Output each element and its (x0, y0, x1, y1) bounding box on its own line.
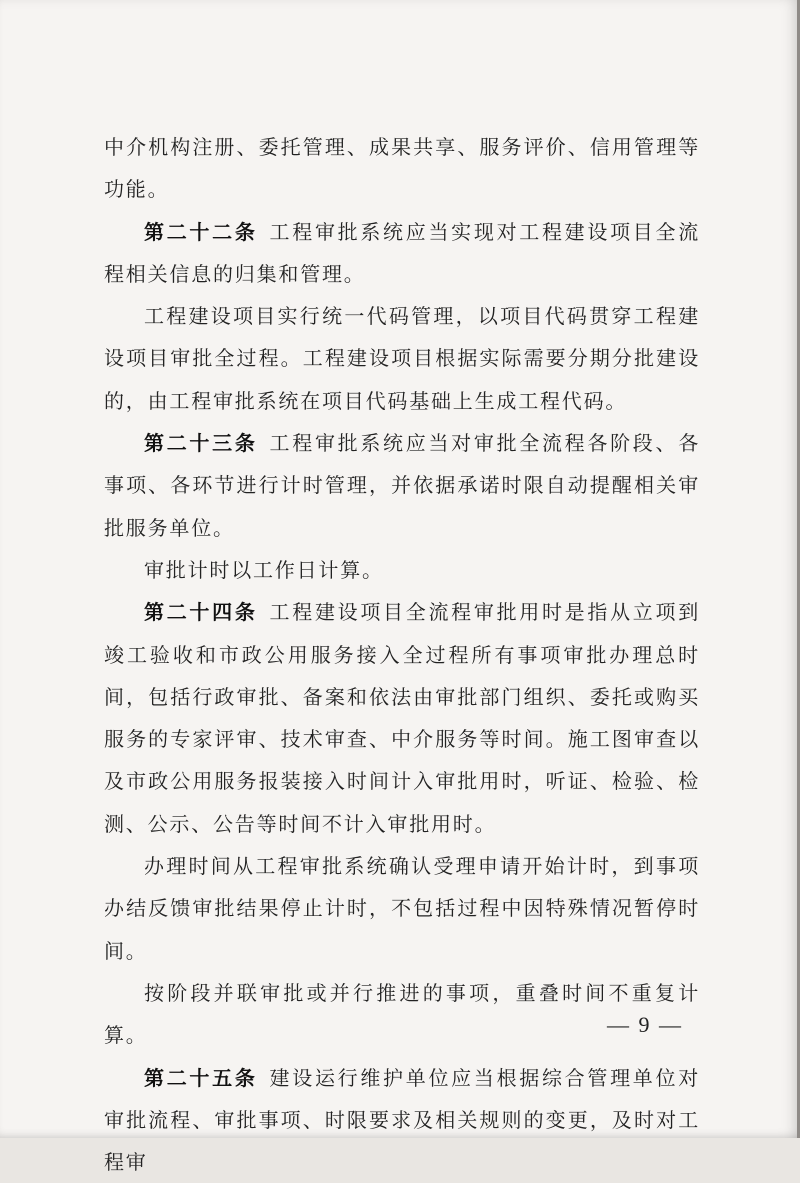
paragraph-text: 工程审批系统应当对审批全流程各阶段、各事项、各环节进行计时管理，并依据承诺时限自动提醒相关审批服务单位。 (104, 431, 701, 540)
article-heading: 第二十二条 (144, 219, 258, 244)
paragraph-text: 按阶段并联审批或并行推进的事项，重叠时间不重复计算。 (104, 980, 700, 1048)
paragraph-text: 办理时间从工程审批系统确认受理申请开始计时，到事项办结反馈审批结果停止计时，不包括过程中因特殊情况暂停时间。 (104, 854, 700, 963)
article-heading: 第二十五条 (144, 1065, 258, 1090)
paragraph-article-23 (104, 422, 700, 549)
paragraph-article-25 (104, 1057, 700, 1183)
paragraph (104, 295, 700, 422)
paragraph (104, 549, 700, 591)
paragraph-article-22 (104, 211, 700, 296)
paragraph-text: 审批计时以工作日计算。 (144, 557, 384, 582)
paragraph-text: 中介机构注册、委托管理、成果共享、服务评价、信用管理等功能。 (104, 135, 700, 202)
page-number: — 9 — (607, 1012, 683, 1037)
paragraph-text: 工程建设项目实行统一代码管理，以项目代码贯穿工程建设项目审批全过程。工程建设项目根据实际需要分期分批建设的，由工程审批系统在项目代码基础上生成工程代码。 (104, 304, 700, 413)
paragraph-text: 工程建设项目全流程审批用时是指从立项到竣工验收和市政公用服务接入全过程所有事项审批办理总时间，包括行政审批、备案和依法由审批部门组织、委托或购买服务的专家评审、技术审查、中介服务等时间。施工图审查以及市政公用服务报装接入时间计入审批用时，听证、检验、检测、公示、公告等时间不计入审批用时。 (104, 600, 701, 836)
paragraph-text: 建设运行维护单位应当根据综合管理单位对审批流程、审批事项、时限要求及相关规则的变更，及时对工程审 (104, 1065, 701, 1175)
paragraph-article-24 (104, 591, 700, 845)
paragraph (104, 126, 700, 211)
paragraph-text: 工程审批系统应当实现对工程建设项目全流程相关信息的归集和管理。 (104, 219, 701, 286)
article-heading: 第二十三条 (144, 431, 258, 456)
paragraph (104, 845, 700, 972)
article-heading: 第二十四条 (144, 600, 258, 625)
